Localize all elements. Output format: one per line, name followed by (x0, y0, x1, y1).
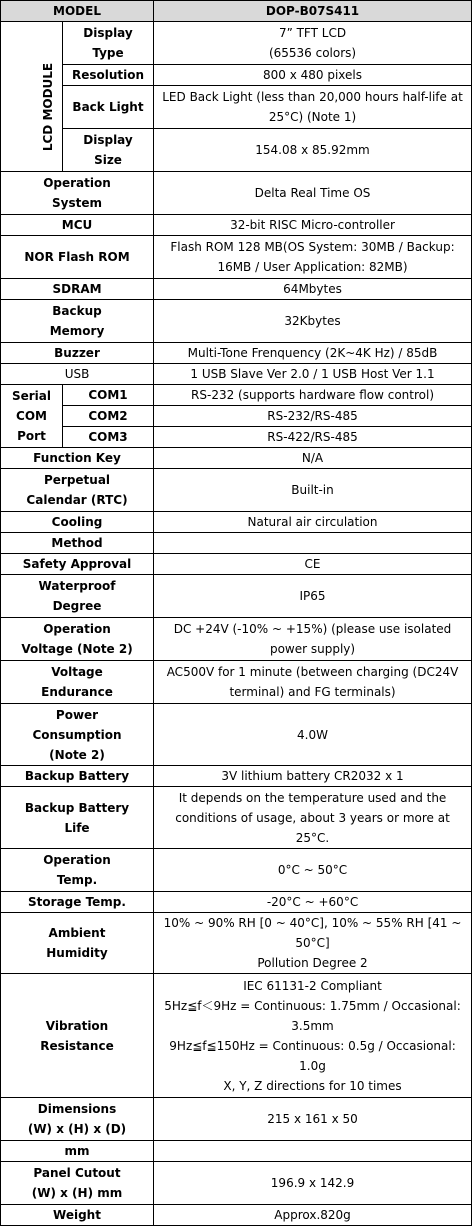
spec-row-storage-temp (1, 892, 472, 913)
model-header-label: MODEL (1, 1, 154, 22)
spec-label: Waterproof Degree (1, 575, 154, 618)
spec-label: SDRAM (1, 279, 154, 300)
spec-label: Backup Battery (1, 766, 154, 787)
spec-row-com2 (1, 406, 472, 427)
spec-label: mm (1, 1141, 154, 1162)
spec-label: Operation Voltage (Note 2) (1, 618, 154, 661)
spec-row-rtc (1, 469, 472, 512)
spec-value (154, 1141, 472, 1162)
spec-value: -20°C ~ +60°C (154, 892, 472, 913)
spec-label: Display Size (63, 129, 154, 172)
spec-value: It depends on the temperature used and the conditions of usage, about 3 years or more at 25°C. (154, 787, 472, 849)
spec-label: Backup Memory (1, 300, 154, 343)
spec-row-com1 (1, 385, 472, 406)
spec-row-dimensions (1, 1098, 472, 1141)
spec-value: LED Back Light (less than 20,000 hours half-life at 25°C) (Note 1) (154, 86, 472, 129)
spec-row-ambient-humidity (1, 913, 472, 974)
spec-label: NOR Flash ROM (1, 236, 154, 279)
spec-row-panel-cutout (1, 1162, 472, 1205)
spec-row-nor-flash (1, 236, 472, 279)
spec-row-com3 (1, 427, 472, 448)
spec-row-display-size (1, 129, 472, 172)
spec-label: Backup Battery Life (1, 787, 154, 849)
spec-label: Power Consumption (Note 2) (1, 704, 154, 766)
spec-row-operation-temp (1, 849, 472, 892)
spec-value: 1 USB Slave Ver 2.0 / 1 USB Host Ver 1.1 (154, 364, 472, 385)
spec-value: 800 x 480 pixels (154, 65, 472, 86)
spec-row-weight (1, 1205, 472, 1226)
spec-label: COM2 (63, 406, 154, 427)
spec-value: Built-in (154, 469, 472, 512)
model-header-value: DOP-B07S411 (154, 1, 472, 22)
spec-label: Dimensions (W) x (H) x (D) (1, 1098, 154, 1141)
spec-row-cooling (1, 512, 472, 533)
spec-row-waterproof (1, 575, 472, 618)
spec-value: Approx.820g (154, 1205, 472, 1226)
spec-value: 32-bit RISC Micro-controller (154, 215, 472, 236)
spec-value: DC +24V (-10% ~ +15%) (please use isolated power supply) (154, 618, 472, 661)
spec-row-voltage-endurance (1, 661, 472, 704)
spec-label: USB (1, 364, 154, 385)
spec-label: COM3 (63, 427, 154, 448)
spec-value: Delta Real Time OS (154, 172, 472, 215)
spec-row-safety-approval (1, 554, 472, 575)
spec-label: MCU (1, 215, 154, 236)
spec-label: Operation System (1, 172, 154, 215)
spec-label: Voltage Endurance (1, 661, 154, 704)
spec-row-usb (1, 364, 472, 385)
spec-row-vibration (1, 974, 472, 1098)
spec-row-resolution (1, 65, 472, 86)
spec-value: 32Kbytes (154, 300, 472, 343)
serial-com-group-label: Serial COM Port (1, 385, 63, 448)
spec-label: Back Light (63, 86, 154, 129)
spec-value: RS-232 (supports hardware flow control) (154, 385, 472, 406)
spec-label: Resolution (63, 65, 154, 86)
spec-value: N/A (154, 448, 472, 469)
spec-row-sdram (1, 279, 472, 300)
spec-label: Storage Temp. (1, 892, 154, 913)
spec-row-buzzer (1, 343, 472, 364)
spec-label: Vibration Resistance (1, 974, 154, 1098)
spec-row-function-key (1, 448, 472, 469)
spec-value (154, 533, 472, 554)
spec-label: Perpetual Calendar (RTC) (1, 469, 154, 512)
spec-label: COM1 (63, 385, 154, 406)
spec-value: RS-232/RS-485 (154, 406, 472, 427)
spec-label: Panel Cutout (W) x (H) mm (1, 1162, 154, 1205)
spec-row-display-type (1, 22, 472, 65)
spec-value: CE (154, 554, 472, 575)
spec-row-mm (1, 1141, 472, 1162)
spec-row-power-consumption (1, 704, 472, 766)
spec-row-operation-system (1, 172, 472, 215)
spec-value: Natural air circulation (154, 512, 472, 533)
spec-label: Buzzer (1, 343, 154, 364)
spec-value: 10% ~ 90% RH [0 ~ 40°C], 10% ~ 55% RH [41 ~ 50°C] Pollution Degree 2 (154, 913, 472, 974)
spec-value: RS-422/RS-485 (154, 427, 472, 448)
spec-label: Method (1, 533, 154, 554)
spec-value: 64Mbytes (154, 279, 472, 300)
spec-label: Display Type (63, 22, 154, 65)
spec-label: Operation Temp. (1, 849, 154, 892)
spec-value: 4.0W (154, 704, 472, 766)
spec-value: 0°C ~ 50°C (154, 849, 472, 892)
spec-value: 196.9 x 142.9 (154, 1162, 472, 1205)
lcd-module-group-text: LCD MODULE (41, 62, 56, 151)
spec-value: Multi-Tone Frenquency (2K~4K Hz) / 85dB (154, 343, 472, 364)
spec-value: IEC 61131-2 Compliant 5Hz≦f＜9Hz = Continuous: 1.75mm / Occasional: 3.5mm 9Hz≦f≦150Hz = Continuous: 0.5g / Occasional: 1.0g X, Y, Z directions for 10 times (154, 974, 472, 1098)
spec-value: 154.08 x 85.92mm (154, 129, 472, 172)
spec-value: 7” TFT LCD (65536 colors) (154, 22, 472, 65)
spec-value: 3V lithium battery CR2032 x 1 (154, 766, 472, 787)
spec-row-operation-voltage (1, 618, 472, 661)
spec-value: AC500V for 1 minute (between charging (DC24V terminal) and FG terminals) (154, 661, 472, 704)
spec-label: Weight (1, 1205, 154, 1226)
spec-label: Function Key (1, 448, 154, 469)
spec-label: Safety Approval (1, 554, 154, 575)
spec-row-backup-battery (1, 766, 472, 787)
spec-value: Flash ROM 128 MB(OS System: 30MB / Backup: 16MB / User Application: 82MB) (154, 236, 472, 279)
header-row (1, 1, 472, 22)
spec-row-mcu (1, 215, 472, 236)
spec-value: 215 x 161 x 50 (154, 1098, 472, 1141)
spec-row-back-light (1, 86, 472, 129)
spec-label: Ambient Humidity (1, 913, 154, 974)
spec-row-backup-battery-life (1, 787, 472, 849)
spec-value: IP65 (154, 575, 472, 618)
spec-row-backup-memory (1, 300, 472, 343)
spec-label: Cooling (1, 512, 154, 533)
spec-row-method (1, 533, 472, 554)
lcd-module-group-label (1, 22, 63, 172)
